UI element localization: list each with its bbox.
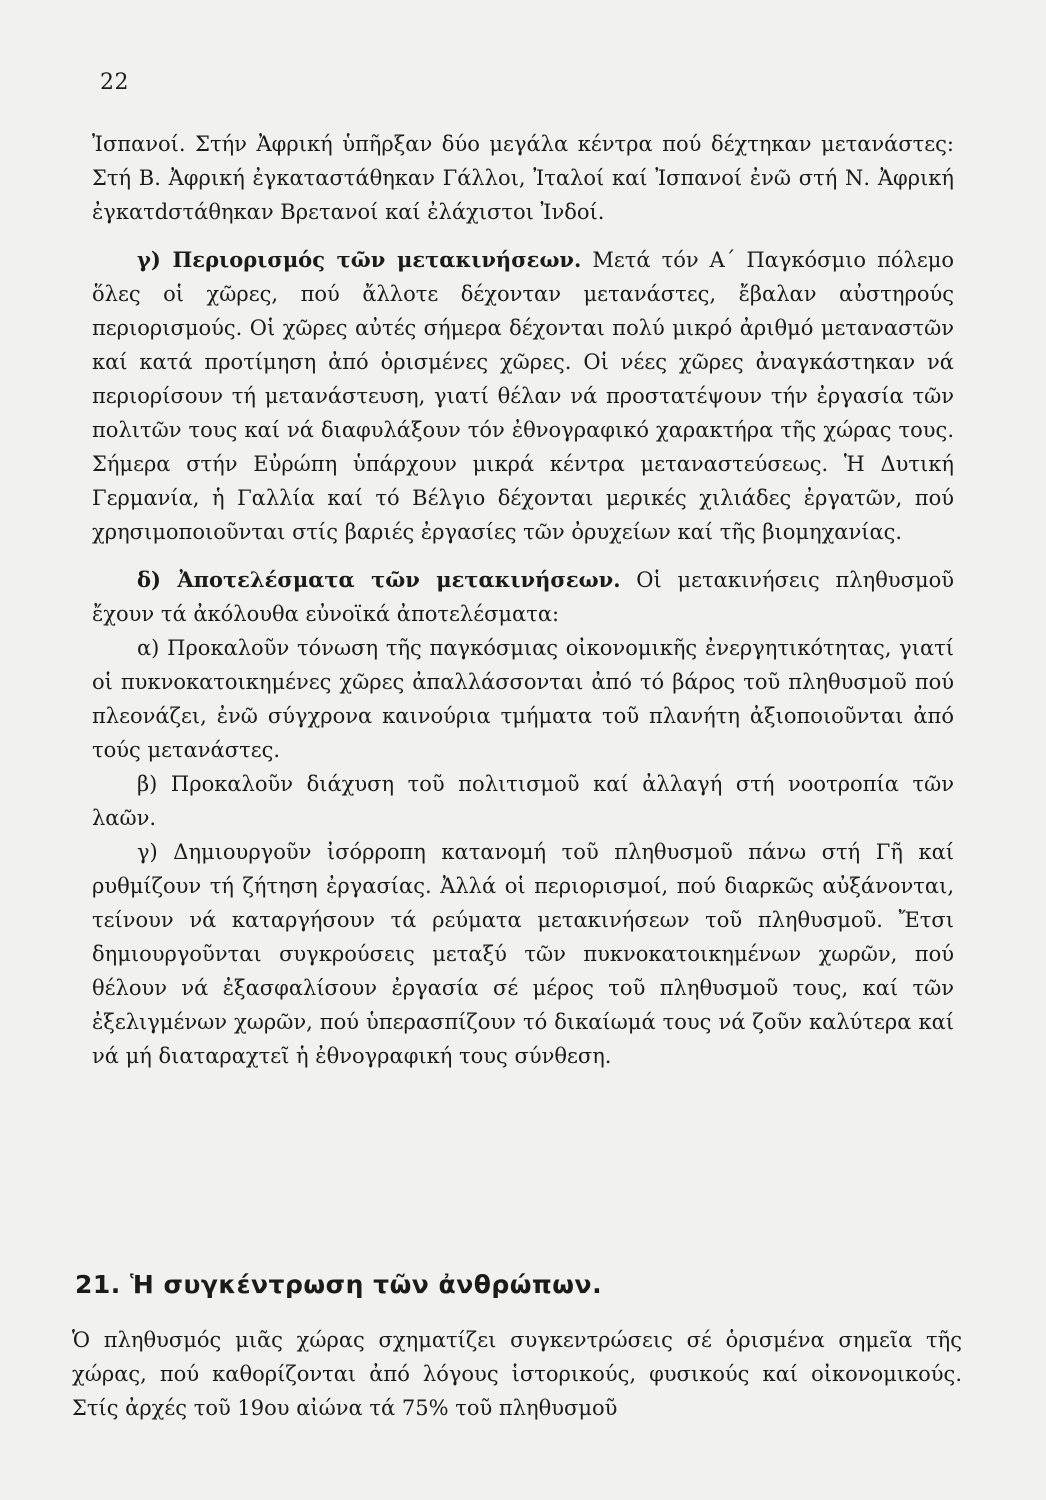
page-number: 22 (100, 70, 129, 95)
paragraph-text: α) Προκαλοῦν τόνωση τῆς παγκόσμιας οἰκονομικῆς ἐνεργητικότητας, γιατί οἱ πυκνοκατοικημένες χῶρες ἀπαλλάσσονται ἀπό τό βάρος τοῦ πληθυσμοῦ πού πλεονάζει, ἐνῶ σύγχρονα καινούρια τμήματα τοῦ πλανήτη ἀξιοποιοῦνται ἀπό τούς μετανάστες. (92, 636, 954, 762)
paragraph-heading: γ) Περιορισμός τῶν μετακινήσεων. (137, 247, 582, 272)
paragraph-item-a (92, 631, 954, 767)
section-paragraph: Ὁ πληθυσμός μιᾶς χώρας σχηματίζει συγκεντρώσεις σέ ὁρισμένα σημεῖα τῆς χώρας, πού καθορίζονται ἀπό λόγους ἱστορικούς, φυσικούς καί οἰκονομικούς. Στίς ἀρχές τοῦ 19ου αἰώνα τά 75% τοῦ πληθυσμοῦ (72, 1328, 962, 1420)
paragraph-continuation (92, 127, 954, 229)
paragraph-text: Ἰσπανοί. Στήν Ἀφρική ὑπῆρξαν δύο μεγάλα κέντρα πού δέχτηκαν μετανάστες: Στή Β. Ἀφρική ἐγκαταστάθηκαν Γάλλοι, Ἰταλοί καί Ἰσπανοί ἐνῶ στή Ν. Ἀφρική ἐγκατdστάθηκαν Βρετανοί καί ἐλάχιστοι Ἰνδοί. (92, 132, 954, 224)
paragraph-text: Μετά τόν Α΄ Παγκόσμιο πόλεμο ὅλες οἱ χῶρες, πού ἄλλοτε δέχονταν μετανάστες, ἔβαλαν αὐστηρούς περιορισμούς. Οἱ χῶρες αὐτές σήμερα δέχονται πολύ μικρό ἀριθμό μεταναστῶν καί κατά προτίμηση ἀπό ὁρισμένες χῶρες. Οἱ νέες χῶρες ἀναγκάστηκαν νά περιορίσουν τή μετανάστευση, γιατί θέλαν νά προστατέψουν τήν ἐργασία τῶν πολιτῶν τους καί νά διαφυλάξουν τόν ἐθνογραφικό χαρακτήρα τῆς χώρας τους. Σήμερα στήν Εὐρώπη ὑπάρχουν μικρά κέντρα μεταναστεύσεως. Ἡ Δυτική Γερμανία, ἡ Γαλλία καί τό Βέλγιο δέχονται μερικές χιλιάδες ἐργατῶν, πού χρησιμοποιοῦνται στίς βαριές ἐργασίες τῶν ὀρυχείων καί τῆς βιομηχανίας. (92, 248, 954, 544)
paragraph-item-b (92, 767, 954, 835)
body-text (92, 127, 954, 1073)
paragraph-restrictions (92, 243, 954, 549)
paragraph-text: β) Προκαλοῦν διάχυση τοῦ πολιτισμοῦ καί ἀλλαγή στή νοοτροπία τῶν λαῶν. (92, 772, 954, 830)
paragraph-text: Οἱ μετακινήσεις πληθυσμοῦ ἔχουν τά ἀκόλουθα εὐνοϊκά ἀποτελέσματα: (92, 568, 955, 626)
paragraph-item-c (92, 835, 954, 1073)
paragraph-results (92, 563, 954, 631)
paragraph-text: γ) Δημιουργοῦν ἰσόρροπη κατανομή τοῦ πληθυσμοῦ πάνω στή Γῆ καί ρυθμίζουν τή ζήτηση ἐργασίας. Ἀλλά οἱ περιορισμοί, πού διαρκῶς αὐξάνονται, τείνουν νά καταργήσουν τά ρεύματα μετακινήσεων τοῦ πληθυσμοῦ. Ἔτσι δημιουργοῦνται συγκρούσεις μεταξύ τῶν πυκνοκατοικημένων χωρῶν, πού θέλουν νά ἐξασφαλίσουν ἐργασία σέ μέρος τοῦ πληθυσμοῦ τους, καί τῶν ἐξελιγμένων χωρῶν, πού ὑπερασπίζουν τό δικαίωμά τους νά ζοῦν καλύτερα καί νά μή διαταραχτεῖ ἡ ἐθνογραφική τους σύνθεση. (92, 840, 954, 1068)
section-heading: 21. Ἡ συγκέντρωση τῶν ἀνθρώπων. (75, 1270, 603, 1299)
paragraph-heading: δ) Ἀποτελέσματα τῶν μετακινήσεων. (137, 567, 621, 592)
section-body (72, 1323, 962, 1425)
